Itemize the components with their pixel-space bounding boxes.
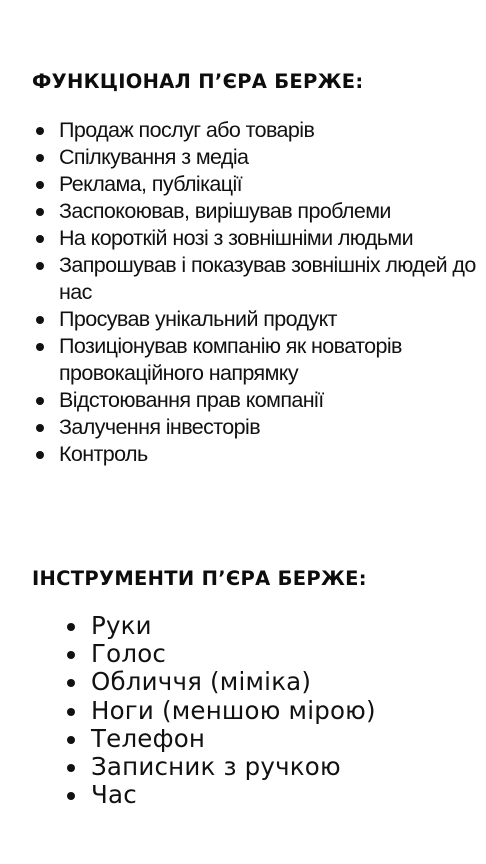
list-item-text: Контроль [59, 442, 148, 466]
bullet-icon [36, 451, 44, 459]
tools-heading: ІНСТРУМЕНТИ П’ЄРА БЕРЖЕ: [32, 567, 367, 590]
bullet-icon [36, 208, 44, 216]
bullet-icon [36, 127, 44, 135]
list-item [64, 781, 464, 809]
list-item-text: Руки [91, 611, 152, 640]
list-item-text: Записник з ручкою [91, 752, 341, 782]
bullet-icon [36, 181, 44, 189]
tools-list [64, 612, 464, 809]
bullet-icon [36, 424, 44, 432]
list-item-text: Реклама, публікації [59, 172, 242, 196]
list-item-text: Заспокоював, вирішував проблеми [59, 199, 391, 223]
list-item [64, 640, 464, 668]
list-item [33, 225, 478, 252]
list-item [64, 697, 464, 725]
functions-list [33, 117, 478, 468]
list-item [64, 725, 464, 753]
functions-heading: ФУНКЦІОНАЛ П’ЄРА БЕРЖЕ: [32, 70, 364, 93]
bullet-icon [67, 792, 75, 800]
list-item-text: Просував унікальний продукт [59, 307, 337, 331]
list-item-text: Ноги (меншою мірою) [91, 695, 376, 725]
bullet-icon [67, 736, 75, 744]
list-item-text: Запрошував і показував зовнішніх людей до нас [59, 253, 476, 304]
list-item [64, 753, 464, 781]
list-item [33, 441, 478, 468]
bullet-icon [67, 679, 75, 687]
bullet-icon [67, 623, 75, 631]
bullet-icon [36, 343, 44, 351]
list-item-text: Продаж послуг або товарів [59, 118, 315, 142]
list-item-text: Голос [91, 639, 167, 669]
bullet-icon [36, 154, 44, 162]
list-item [33, 171, 478, 198]
list-item-text: Час [91, 780, 137, 810]
list-item [33, 198, 478, 225]
list-item [33, 333, 478, 387]
list-item [33, 117, 478, 144]
bullet-icon [36, 397, 44, 405]
list-item-text: Спілкування з медіа [59, 145, 249, 169]
list-item [33, 306, 478, 333]
list-item [33, 387, 478, 414]
list-item-text: Залучення інвесторів [59, 415, 261, 439]
list-item-text: Позиціонував компанію як новаторів провокаційного напрямку [59, 334, 402, 385]
bullet-icon [36, 262, 44, 270]
bullet-icon [36, 316, 44, 324]
list-item [64, 612, 464, 640]
list-item [64, 668, 464, 696]
bullet-icon [67, 651, 75, 659]
list-item [33, 144, 478, 171]
list-item [33, 414, 478, 441]
bullet-icon [36, 235, 44, 243]
list-item [33, 252, 478, 306]
bullet-icon [67, 708, 75, 716]
list-item-text: Телефон [91, 723, 206, 753]
bullet-icon [67, 764, 75, 772]
list-item-text: На короткій нозі з зовнішніми людьми [59, 226, 413, 250]
list-item-text: Обличчя (міміка) [91, 667, 312, 697]
list-item-text: Відстоювання прав компанії [59, 388, 324, 412]
